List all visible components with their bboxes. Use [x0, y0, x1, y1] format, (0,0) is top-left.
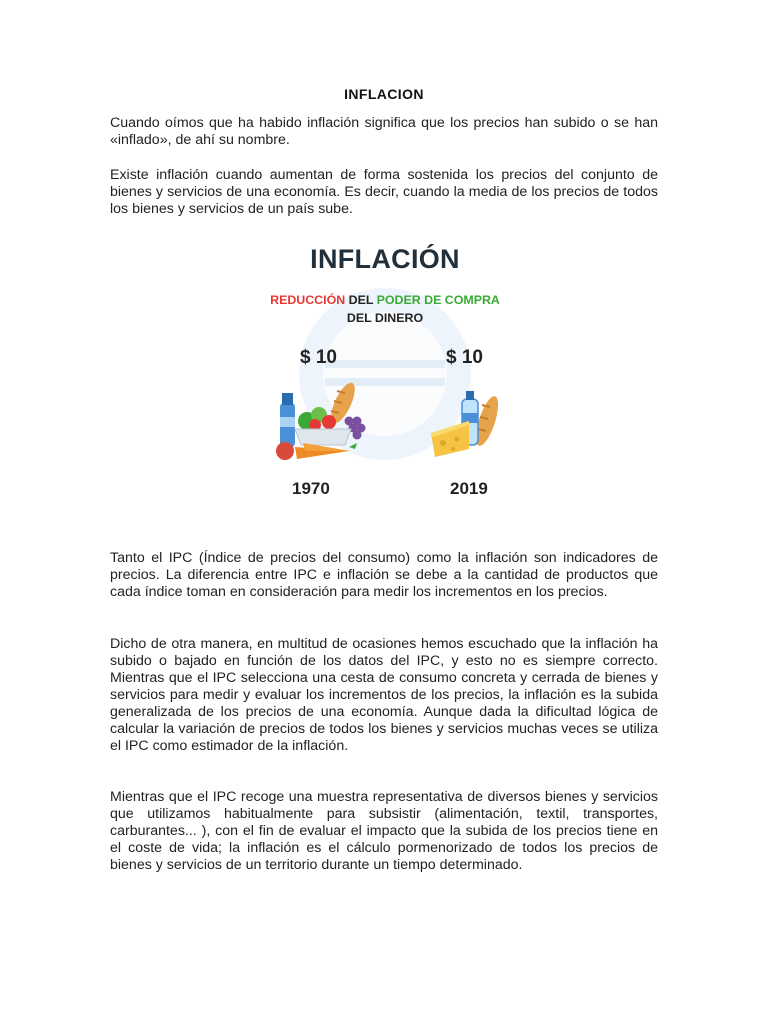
- subtitle-line2: DEL DINERO: [346, 311, 424, 325]
- price-2019: $ 10: [446, 347, 483, 368]
- year-1970: 1970: [292, 479, 330, 498]
- infographic-subtitle: [245, 291, 525, 327]
- paragraph-other-words: Dicho de otra manera, en multitud de ocasiones hemos escuchado que la inflación ha subido o bajado en función de los datos del IPC, y esto no es siempre correcto. Mientras que el IPC selecciona una cesta de consumo concreta y cerrada de bienes y servicios para medir y evaluar los incrementos de los precios, la inflación es la subida generalizada de los precios de una economía. Aunque dada la dificultad lógica de calcular la variación de precios de todos los bienes y servicios muchas veces se utiliza el IPC como estimador de la inflación.: [110, 636, 658, 754]
- subtitle-reduction: REDUCCIÓN: [270, 293, 346, 307]
- euro-watermark-icon: [245, 236, 525, 512]
- paragraph-ipc-sample: Mientras que el IPC recoge una muestra representativa de diversos bienes y servicios que utilizamos habitualmente para subsistir (alimentación, textil, transportes, carburantes... ), con el fin de evaluar el impacto que la subida de los precios tiene en el coste de vida; la inflación es el cálculo pormenorizado de todos los precios de bienes y servicios de un territorio durante un tiempo determinado.: [110, 789, 658, 873]
- paragraph-existence: Existe inflación cuando aumentan de forma sostenida los precios del conjunto de bienes y servicios de una economía. Es decir, cuando la media de los precios de todos los bienes y servicios de un país sube.: [110, 167, 658, 217]
- price-1970: $ 10: [300, 347, 337, 368]
- year-2019: 2019: [450, 479, 488, 498]
- inflation-infographic: [245, 236, 525, 512]
- subtitle-purchasing-power: PODER DE COMPRA: [376, 293, 500, 307]
- paragraph-definition: Cuando oímos que ha habido inflación significa que los precios han subido o se han «inflado», de ahí su nombre.: [110, 115, 658, 148]
- grocery-basket-icon: [273, 381, 373, 463]
- paragraph-ipc-vs-inflation: Tanto el IPC (Índice de precios del consumo) como la inflación son indicadores de precios. La diferencia entre IPC e inflación se debe a la cantidad de productos que cada índice toman en consideración para medir los incrementos en los precios.: [110, 550, 658, 600]
- subtitle-del: DEL: [345, 293, 377, 307]
- infographic-title: INFLACIÓN: [310, 244, 460, 274]
- document-title: INFLACION: [344, 86, 424, 102]
- water-cheese-bread-icon: [429, 383, 509, 463]
